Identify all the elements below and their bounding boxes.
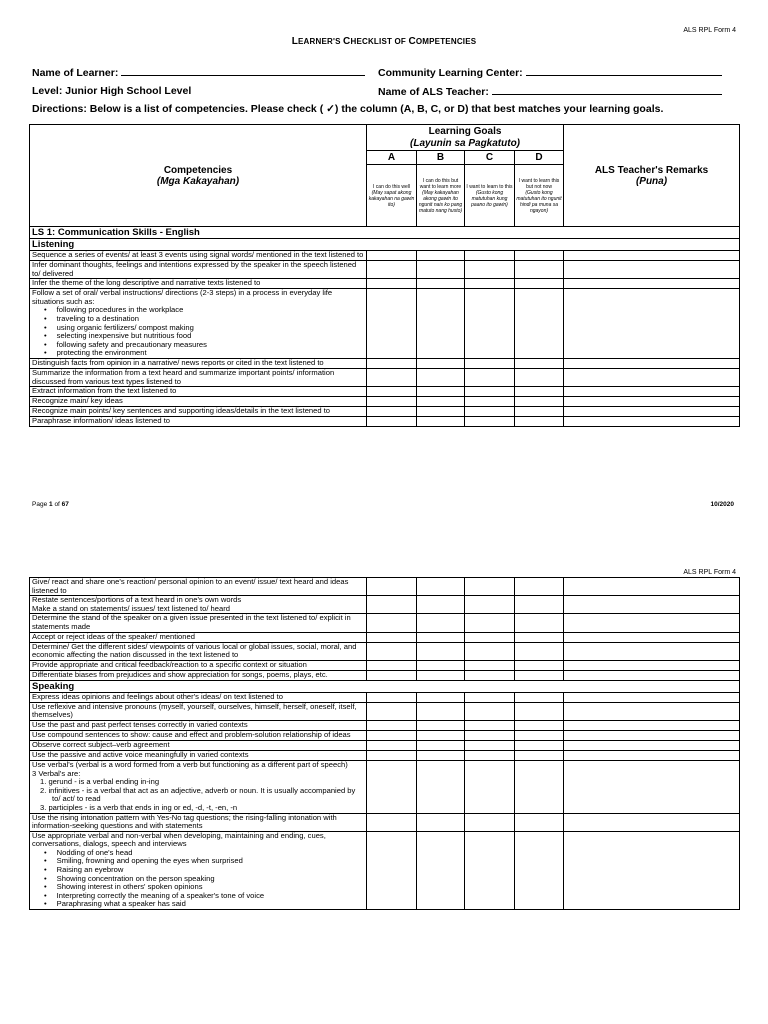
check-cell-d[interactable] <box>515 702 564 720</box>
remarks-cell[interactable] <box>564 614 740 632</box>
column-b-desc: I can do this but want to learn more (May kakayahan akong gawin ito ngunit nais ko pang matuto nang husto) <box>417 165 465 227</box>
check-cell-c[interactable] <box>465 760 515 813</box>
directions: Directions: Below is a list of competencies. Please check ( ✓) the column (A, B, C, or D) that best matches your learning goals. <box>32 103 664 115</box>
check-cell-d[interactable] <box>515 251 564 261</box>
check-cell-c[interactable] <box>465 750 515 760</box>
check-cell-d[interactable] <box>515 760 564 813</box>
check-cell-a[interactable] <box>367 397 417 407</box>
check-cell-d[interactable] <box>515 614 564 632</box>
check-cell-d[interactable] <box>515 813 564 831</box>
remarks-cell[interactable] <box>564 578 740 596</box>
check-cell-c[interactable] <box>465 578 515 596</box>
check-cell-a[interactable] <box>367 813 417 831</box>
form-id: ALS RPL Form 4 <box>683 569 736 576</box>
page-number: Page 1 of 67 <box>32 501 69 508</box>
remarks-cell[interactable] <box>564 397 740 407</box>
check-cell-d[interactable] <box>515 642 564 660</box>
check-cell-a[interactable] <box>367 261 417 279</box>
list-item: • Paraphrasing what a speaker has said <box>44 900 364 909</box>
check-cell-b[interactable] <box>417 831 465 909</box>
teacher-line <box>378 85 722 98</box>
check-cell-a[interactable] <box>367 831 417 909</box>
remarks-cell[interactable] <box>564 596 740 614</box>
revision-date: 10/2020 <box>710 501 734 508</box>
check-cell-a[interactable] <box>367 614 417 632</box>
column-c-letter: C <box>465 151 515 165</box>
learner-name-field[interactable] <box>121 66 365 76</box>
remarks-cell[interactable] <box>564 289 740 359</box>
check-cell-d[interactable] <box>515 596 564 614</box>
column-a-desc: I can do this well (May sapat akong kakayahan na gawin ito) <box>367 165 417 227</box>
check-cell-a[interactable] <box>367 760 417 813</box>
check-cell-d[interactable] <box>515 279 564 289</box>
column-d-letter: D <box>515 151 564 165</box>
list-item: • following safety and precautionary measures <box>44 341 364 350</box>
list-item: • Showing concentration on the person speaking <box>44 875 364 884</box>
check-cell-c[interactable] <box>465 368 515 386</box>
remarks-cell[interactable] <box>564 702 740 720</box>
check-cell-b[interactable] <box>417 760 465 813</box>
check-cell-d[interactable] <box>515 660 564 670</box>
table-row: Use reflexive and intensive pronouns (myself, yourself, ourselves, himself, herself, oneself, itself, themselves) <box>30 702 740 720</box>
list-item: • Nodding of one's head <box>44 849 364 858</box>
check-cell-b[interactable] <box>417 813 465 831</box>
list-item: • Raising an eyebrow <box>44 866 364 875</box>
check-cell-c[interactable] <box>465 730 515 740</box>
form-id: ALS RPL Form 4 <box>683 27 736 34</box>
check-cell-a[interactable] <box>367 702 417 720</box>
level-label: Level: Junior High School Level <box>32 85 192 97</box>
competency-table-page-1 <box>29 124 740 427</box>
column-d-desc: I want to learn this but not now (Gusto kong matutuhan ito ngunit hindi pa muna sa ngayon) <box>515 165 564 227</box>
check-cell-a[interactable] <box>367 279 417 289</box>
check-cell-a[interactable] <box>367 417 417 427</box>
remarks-cell[interactable] <box>564 358 740 368</box>
check-cell-c[interactable] <box>465 642 515 660</box>
check-cell-a[interactable] <box>367 720 417 730</box>
remarks-cell[interactable] <box>564 660 740 670</box>
check-cell-c[interactable] <box>465 596 515 614</box>
list-item: • Smiling, frowning and opening the eyes when surprised <box>44 857 364 866</box>
check-cell-b[interactable] <box>417 417 465 427</box>
clc-label: Community Learning Center: <box>378 67 523 79</box>
check-cell-c[interactable] <box>465 660 515 670</box>
check-cell-c[interactable] <box>465 387 515 397</box>
check-cell-b[interactable] <box>417 692 465 702</box>
list-item: 2. infinitives - is a verbal that act as an adjective, adverb or noun. It is usually accompanied by to/ act/ to read <box>40 785 356 804</box>
remarks-cell[interactable] <box>564 730 740 740</box>
remarks-cell[interactable] <box>564 387 740 397</box>
check-cell-a[interactable] <box>367 642 417 660</box>
check-cell-d[interactable] <box>515 692 564 702</box>
remarks-cell[interactable] <box>564 750 740 760</box>
remarks-cell[interactable] <box>564 760 740 813</box>
list-item: 3. participles - is a verb that ends in ing or ed, -d, -t, -en, -n <box>40 802 238 812</box>
check-cell-b[interactable] <box>417 368 465 386</box>
table-row: Use the passive and active voice meaningfully in varied contexts <box>30 750 740 760</box>
check-cell-c[interactable] <box>465 358 515 368</box>
check-cell-b[interactable] <box>417 578 465 596</box>
check-cell-c[interactable] <box>465 720 515 730</box>
check-cell-d[interactable] <box>515 740 564 750</box>
check-cell-c[interactable] <box>465 279 515 289</box>
competency-table-page-2 <box>29 577 740 910</box>
check-cell-b[interactable] <box>417 614 465 632</box>
list-item: • following procedures in the workplace <box>44 306 364 315</box>
check-cell-d[interactable] <box>515 730 564 740</box>
remarks-cell[interactable] <box>564 740 740 750</box>
check-cell-b[interactable] <box>417 642 465 660</box>
document-page-2 <box>0 565 768 1024</box>
check-cell-c[interactable] <box>465 692 515 702</box>
check-cell-d[interactable] <box>515 368 564 386</box>
check-cell-b[interactable] <box>417 289 465 359</box>
check-cell-c[interactable] <box>465 614 515 632</box>
check-cell-c[interactable] <box>465 831 515 909</box>
list-item: • protecting the environment <box>44 349 364 358</box>
check-cell-c[interactable] <box>465 397 515 407</box>
nonverbal-list <box>44 849 364 909</box>
check-cell-d[interactable] <box>515 720 564 730</box>
clc-line <box>378 66 722 79</box>
check-cell-a[interactable] <box>367 670 417 680</box>
remarks-cell[interactable] <box>564 642 740 660</box>
check-cell-a[interactable] <box>367 750 417 760</box>
list-item: • Showing interest in others' spoken opinions <box>44 883 364 892</box>
check-cell-a[interactable] <box>367 289 417 359</box>
verbals-list <box>40 778 364 812</box>
check-cell-b[interactable] <box>417 596 465 614</box>
check-cell-c[interactable] <box>465 632 515 642</box>
list-item: • Interpreting correctly the meaning of a speaker's tone of voice <box>44 892 364 901</box>
teacher-field[interactable] <box>492 85 722 95</box>
table-row: Use appropriate verbal and non-verbal when developing, maintaining and ending, cues, conversations, dialogs, speech and interviews • Nodding of one's head • Smiling, frowning and opening the eyes when surprised • Raising an eyebrow • Showing concentration on the person speaking • Showing interest in others' spoken opinions • Interpreting correctly the meaning of a speaker's tone of voice • Paraphrasing what a speaker has said <box>30 831 740 909</box>
table-row: Follow a set of oral/ verbal instructions/ directions (2-3 steps) in a process in everyday life situations such as: • following procedures in the workplace • traveling to a destination • using organic fertilizers/ compost making • selecting inexpensive but nutritious food • following safety and precautionary measures • protecting the environment <box>30 289 740 359</box>
table-row: Distinguish facts from opinion in a narrative/ news reports or cited in the text listened to <box>30 358 740 368</box>
remarks-cell[interactable] <box>564 251 740 261</box>
table-row: Sequence a series of events/ at least 3 events using signal words/ mentioned in the text listened to <box>30 251 740 261</box>
check-cell-a[interactable] <box>367 251 417 261</box>
check-cell-c[interactable] <box>465 261 515 279</box>
table-row: Differentiate biases from prejudices and show appreciation for songs, poems, plays, etc. <box>30 670 740 680</box>
learner-name-label: Name of Learner: <box>32 67 119 79</box>
check-cell-c[interactable] <box>465 670 515 680</box>
table-row: Infer dominant thoughts, feelings and intentions expressed by the speaker in the speech listened to/ delivered <box>30 261 740 279</box>
learner-name-line <box>32 66 365 79</box>
check-cell-b[interactable] <box>417 279 465 289</box>
remarks-cell[interactable] <box>564 831 740 909</box>
table-row: Paraphrase information/ ideas listened to <box>30 417 740 427</box>
learning-goals-header: Learning Goals (Layunin sa Pagkatuto) <box>367 125 564 151</box>
table-row: Determine/ Get the different sides/ viewpoints of various local or global issues, social, moral, and economic affecting the nation discussed in the text listened to <box>30 642 740 660</box>
table-row: Use the rising intonation pattern with Yes-No tag questions; the rising-falling intonation with information-seeking questions and with statements <box>30 813 740 831</box>
table-row: Provide appropriate and critical feedback/reaction to a specific context or situation <box>30 660 740 670</box>
table-row: Express ideas opinions and feelings about other's ideas/ on text listened to <box>30 692 740 702</box>
remarks-cell[interactable] <box>564 632 740 642</box>
remarks-cell[interactable] <box>564 670 740 680</box>
check-cell-a[interactable] <box>367 660 417 670</box>
subsection-speaking: Speaking <box>30 680 740 692</box>
check-cell-b[interactable] <box>417 702 465 720</box>
check-cell-a[interactable] <box>367 632 417 642</box>
check-cell-d[interactable] <box>515 578 564 596</box>
table-row: Restate sentences/portions of a text heard in one's own words Make a stand on statements/ issues/ text listened to/ heard <box>30 596 740 614</box>
check-cell-b[interactable] <box>417 251 465 261</box>
check-cell-a[interactable] <box>367 407 417 417</box>
table-row: Recognize main/ key ideas <box>30 397 740 407</box>
competencies-header: Competencies (Mga Kakayahan) <box>30 125 367 227</box>
check-cell-c[interactable] <box>465 813 515 831</box>
table-row: Use the past and past perfect tenses correctly in varied contexts <box>30 720 740 730</box>
check-cell-b[interactable] <box>417 632 465 642</box>
check-cell-d[interactable] <box>515 387 564 397</box>
list-item: • using organic fertilizers/ compost making <box>44 324 364 333</box>
check-cell-a[interactable] <box>367 387 417 397</box>
table-row: Infer the theme of the long descriptive and narrative texts listened to <box>30 279 740 289</box>
check-cell-b[interactable] <box>417 660 465 670</box>
teacher-label: Name of ALS Teacher: <box>378 86 489 98</box>
check-cell-c[interactable] <box>465 251 515 261</box>
check-cell-d[interactable] <box>515 670 564 680</box>
column-a-letter: A <box>367 151 417 165</box>
check-cell-b[interactable] <box>417 261 465 279</box>
check-cell-a[interactable] <box>367 740 417 750</box>
clc-field[interactable] <box>526 66 722 76</box>
table-row: Use verbal's (verbal is a word formed from a verb but functioning as a different part of speech) 3 Verbal's are: 1. gerund - is a verbal ending in-ing 2. infinitives - is a verbal that act as an adjective, adverb or noun. It is usually accompanied by to/ act/ to read 3. participles - is a verb that ends in ing or ed, -d, -t, -en, -n <box>30 760 740 813</box>
check-cell-b[interactable] <box>417 397 465 407</box>
check-cell-b[interactable] <box>417 740 465 750</box>
check-cell-a[interactable] <box>367 692 417 702</box>
table-row: Use compound sentences to show: cause and effect and problem-solution relationship of ideas <box>30 730 740 740</box>
check-cell-c[interactable] <box>465 417 515 427</box>
remarks-cell[interactable] <box>564 261 740 279</box>
remarks-cell[interactable] <box>564 368 740 386</box>
list-item: • traveling to a destination <box>44 315 364 324</box>
list-item: 1. gerund - is a verbal ending in-ing <box>40 777 160 787</box>
check-cell-b[interactable] <box>417 670 465 680</box>
remarks-cell[interactable] <box>564 692 740 702</box>
check-cell-a[interactable] <box>367 368 417 386</box>
check-cell-c[interactable] <box>465 407 515 417</box>
check-cell-d[interactable] <box>515 289 564 359</box>
follow-instructions-list <box>44 306 364 358</box>
check-cell-b[interactable] <box>417 730 465 740</box>
table-row: Give/ react and share one's reaction/ personal opinion to an event/ issue/ text heard and ideas listened to <box>30 578 740 596</box>
table-row: Observe correct subject–verb agreement <box>30 740 740 750</box>
table-row: Accept or reject ideas of the speaker/ mentioned <box>30 632 740 642</box>
section-heading: LS 1: Communication Skills - English <box>30 227 740 239</box>
check-cell-d[interactable] <box>515 358 564 368</box>
remarks-cell[interactable] <box>564 407 740 417</box>
check-cell-b[interactable] <box>417 358 465 368</box>
check-cell-d[interactable] <box>515 407 564 417</box>
check-cell-a[interactable] <box>367 596 417 614</box>
check-cell-c[interactable] <box>465 289 515 359</box>
check-cell-d[interactable] <box>515 632 564 642</box>
check-cell-d[interactable] <box>515 831 564 909</box>
check-cell-d[interactable] <box>515 417 564 427</box>
remarks-cell[interactable] <box>564 813 740 831</box>
remarks-cell[interactable] <box>564 417 740 427</box>
check-cell-c[interactable] <box>465 702 515 720</box>
check-cell-a[interactable] <box>367 358 417 368</box>
check-cell-a[interactable] <box>367 730 417 740</box>
check-cell-c[interactable] <box>465 740 515 750</box>
subsection-listening: Listening <box>30 239 740 251</box>
table-row: Determine the stand of the speaker on a given issue presented in the text listened to/ explicit in statements made <box>30 614 740 632</box>
check-cell-b[interactable] <box>417 750 465 760</box>
check-cell-d[interactable] <box>515 397 564 407</box>
remarks-cell[interactable] <box>564 720 740 730</box>
table-row: Summarize the information from a text heard and summarize important points/ information discussed from various text types listened to <box>30 368 740 386</box>
check-cell-d[interactable] <box>515 261 564 279</box>
column-c-desc: I want to learn to this (Gusto kong matutuhan kung paano ito gawin) <box>465 165 515 227</box>
remarks-cell[interactable] <box>564 279 740 289</box>
check-cell-b[interactable] <box>417 387 465 397</box>
remarks-header: ALS Teacher's Remarks (Puna) <box>564 125 740 227</box>
page-title: LEARNER'S CHECKLIST OF COMPETENCIES <box>291 36 477 47</box>
table-row: Recognize main points/ key sentences and supporting ideas/details in the text listened to <box>30 407 740 417</box>
check-cell-b[interactable] <box>417 720 465 730</box>
table-row: Extract information from the text listened to <box>30 387 740 397</box>
list-item: • selecting inexpensive but nutritious food <box>44 332 364 341</box>
check-cell-d[interactable] <box>515 750 564 760</box>
check-cell-a[interactable] <box>367 578 417 596</box>
column-b-letter: B <box>417 151 465 165</box>
check-cell-b[interactable] <box>417 407 465 417</box>
